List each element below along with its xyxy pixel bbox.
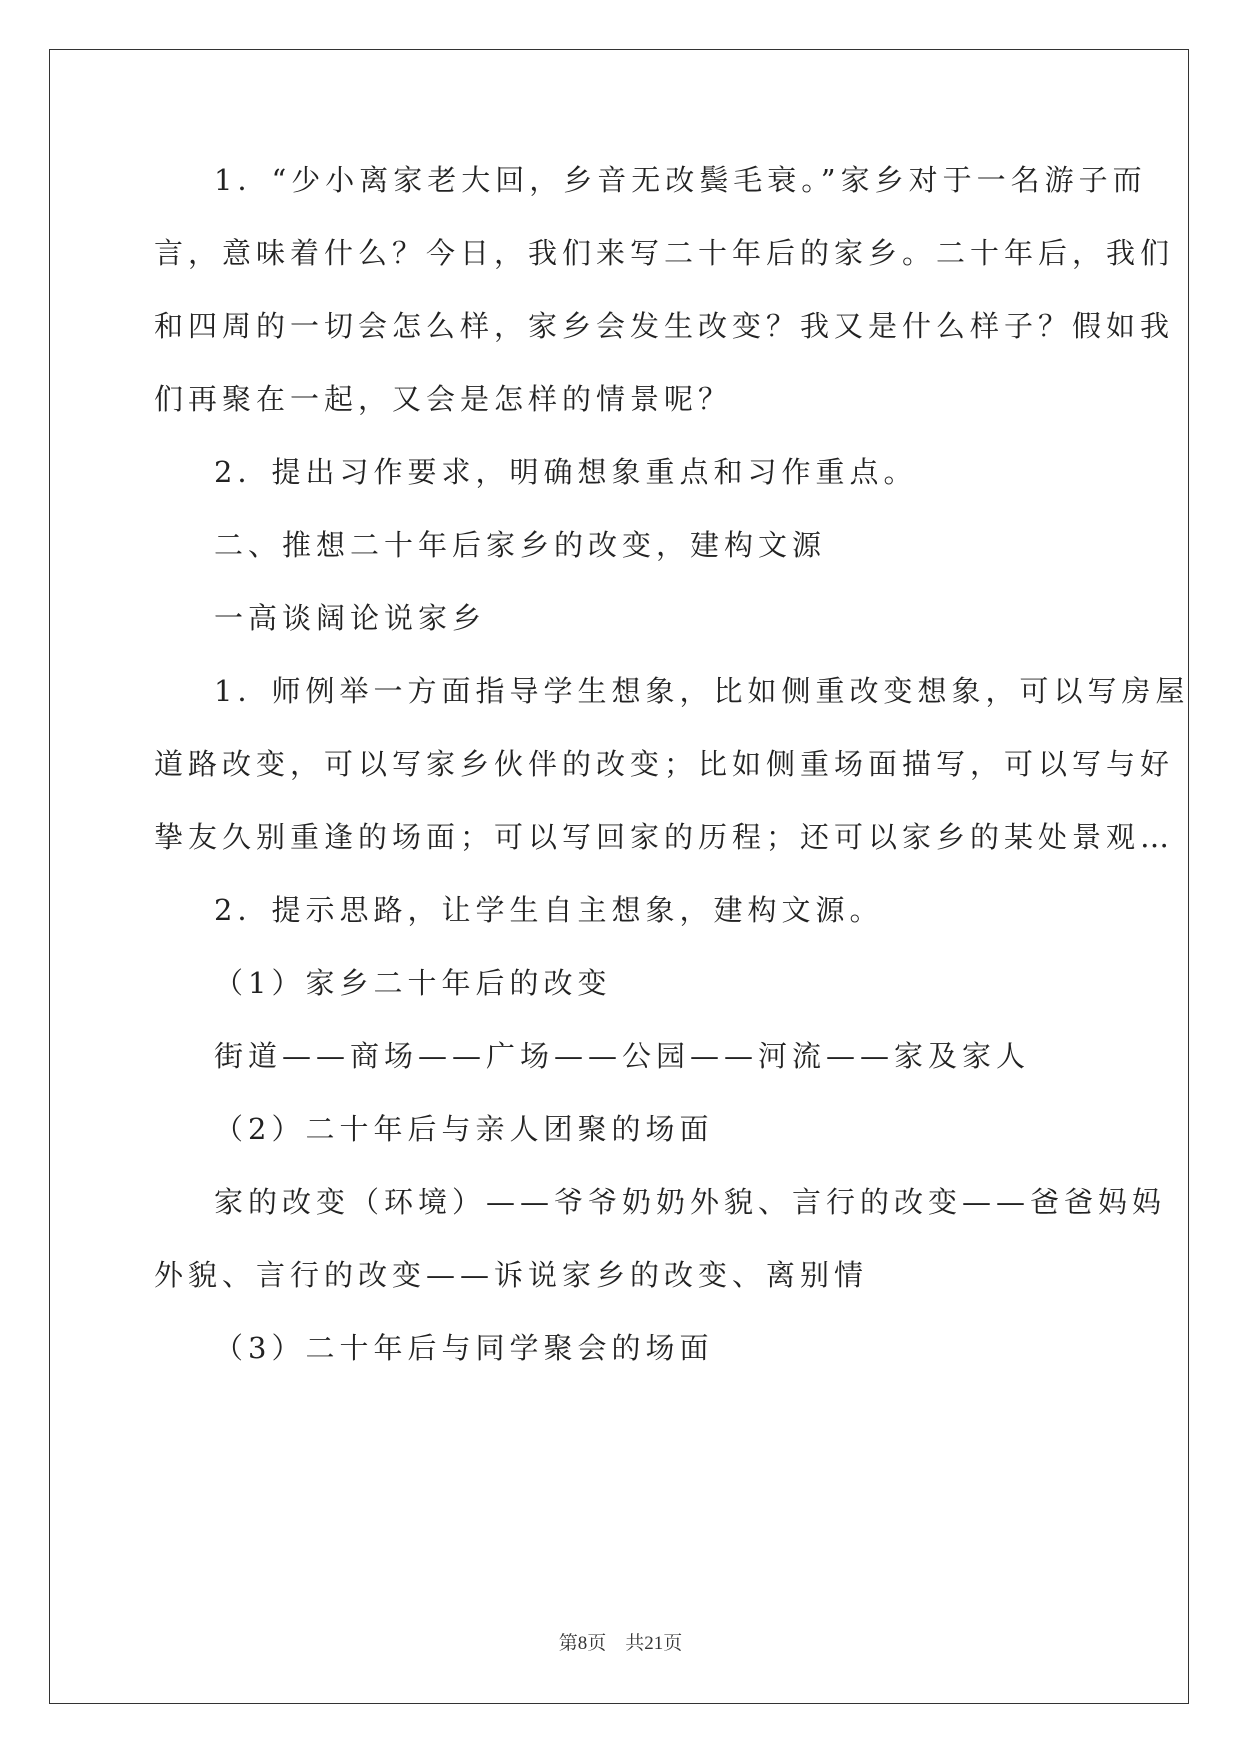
paragraph-line: 2．提示思路，让学生自主想象，建构文源。 (214, 893, 884, 927)
page-border (49, 49, 1189, 1704)
paragraph-line: 道路改变，可以写家乡伙伴的改变；比如侧重场面描写，可以写与好 (154, 747, 1175, 781)
paragraph-line: 们再聚在一起，又会是怎样的情景呢？ (154, 382, 733, 416)
page-number: 第8页 共21页 (558, 1633, 683, 1654)
list-item-heading: （3）二十年后与同学聚会的场面 (214, 1331, 714, 1365)
paragraph-line: 2．提出习作要求，明确想象重点和习作重点。 (214, 455, 918, 489)
paragraph-line: 1．师例举一方面指导学生想象，比如侧重改变想象，可以写房屋 (214, 674, 1190, 708)
list-item-heading: （1）家乡二十年后的改变 (214, 966, 612, 1000)
paragraph-line: 1．“少小离家老大回，乡音无改鬓毛衰。”家乡对于一名游子而 (214, 163, 1147, 197)
paragraph-line: 家的改变（环境）——爷爷奶奶外貌、言行的改变——爸爸妈妈 (214, 1185, 1167, 1219)
section-heading: 二、推想二十年后家乡的改变，建构文源 (214, 528, 827, 562)
paragraph-line: 街道——商场——广场——公园——河流——家及家人 (214, 1039, 1031, 1073)
list-item-heading: （2）二十年后与亲人团聚的场面 (214, 1112, 714, 1146)
paragraph-line: 挚友久别重逢的场面；可以写回家的历程；还可以家乡的某处景观… (154, 820, 1175, 854)
subsection-heading: 一高谈阔论说家乡 (214, 601, 487, 635)
paragraph-line: 外貌、言行的改变——诉说家乡的改变、离别情 (154, 1258, 869, 1292)
paragraph-line: 言，意味着什么？今日，我们来写二十年后的家乡。二十年后，我们 (154, 236, 1175, 270)
paragraph-line: 和四周的一切会怎么样，家乡会发生改变？我又是什么样子？假如我 (154, 309, 1175, 343)
